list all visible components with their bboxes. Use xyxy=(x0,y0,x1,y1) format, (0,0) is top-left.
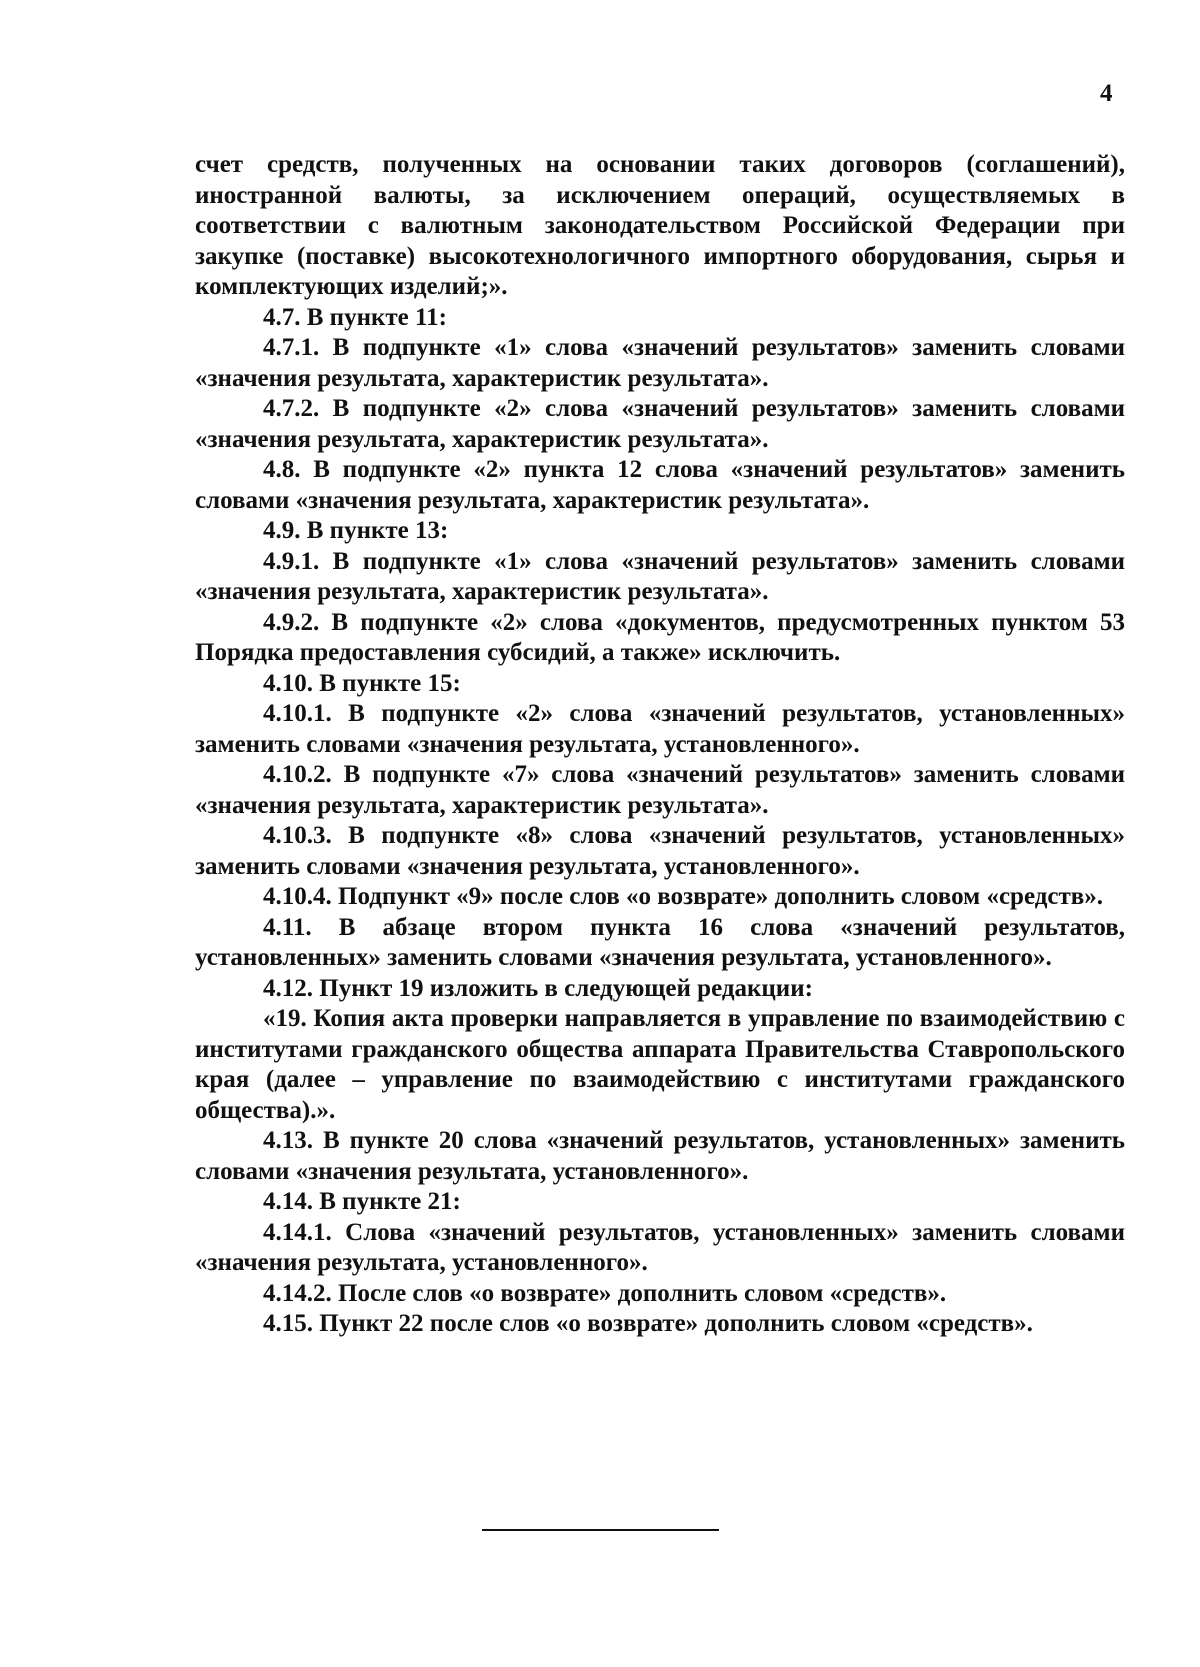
paragraph-4-14-2: 4.14.2. После слов «о возврате» дополнить словом «средств». xyxy=(263,1279,947,1307)
document-body xyxy=(195,150,1125,1340)
paragraph-4-10-2: 4.10.2. В подпункте «7» слова «значений результатов» заменить словами «значения результата, характеристик результата». xyxy=(195,761,1125,819)
paragraph-4-9: 4.9. В пункте 13: xyxy=(263,517,449,544)
paragraph-4-7-1: 4.7.1. В подпункте «1» слова «значений результатов» заменить словами «значения результата, характеристик результата». xyxy=(195,334,1125,392)
paragraph-4-7: 4.7. В пункте 11: xyxy=(263,303,447,331)
paragraph-4-8: 4.8. В подпункте «2» пункта 12 слова «значений результатов» заменить словами «значения результата, характеристик результата». xyxy=(195,456,1125,514)
paragraph-4-10: 4.10. В пункте 15: xyxy=(263,669,461,697)
paragraph-4-15: 4.15. Пункт 22 после слов «о возврате» дополнить словом «средств». xyxy=(263,1310,1033,1337)
paragraph-4-9-2: 4.9.2. В подпункте «2» слова «документов, предусмотренных пунктом 53 Порядка предоставления субсидий, а также» исключить. xyxy=(195,608,1125,666)
paragraph-4-10-3: 4.10.3. В подпункте «8» слова «значений результатов, установленных» заменить словами «значения результата, установленного». xyxy=(195,822,1125,880)
paragraph-4-12: 4.12. Пункт 19 изложить в следующей редакции: xyxy=(263,974,813,1002)
page-number: 4 xyxy=(1100,80,1113,107)
paragraph-4-10-4: 4.10.4. Подпункт «9» после слов «о возврате» дополнить словом «средств». xyxy=(263,883,1103,910)
paragraph-4-14: 4.14. В пункте 21: xyxy=(263,1188,461,1215)
paragraph-continuation: счет средств, полученных на основании таких договоров (соглашений), иностранной валюты, за исключением операций, осуществляемых в соответствии с валютным законодательством Российской Федерации при закупке (поставке) высокотехнологичного импортного оборудования, сырья и комплектующих изделий;». xyxy=(195,151,1125,300)
paragraph-4-7-2: 4.7.2. В подпункте «2» слова «значений результатов» заменить словами «значения результата, характеристик результата». xyxy=(195,395,1125,453)
end-of-document-rule xyxy=(482,1529,719,1531)
paragraph-4-11: 4.11. В абзаце втором пункта 16 слова «значений результатов, установленных» заменить словами «значения результата, установленного». xyxy=(195,913,1125,971)
paragraph-4-14-1: 4.14.1. Слова «значений результатов, установленных» заменить словами «значения результата, установленного». xyxy=(195,1218,1125,1276)
paragraph-4-9-1: 4.9.1. В подпункте «1» слова «значений результатов» заменить словами «значения результата, характеристик результата». xyxy=(195,547,1125,605)
paragraph-clause-19-text: «19. Копия акта проверки направляется в управление по взаимодействию с институтами гражданского общества аппарата Правительства Ставропольского края (далее – управление по взаимодействию с институтами гражданского общества).». xyxy=(195,1005,1125,1124)
paragraph-4-13: 4.13. В пункте 20 слова «значений результатов, установленных» заменить словами «значения результата, установленного». xyxy=(195,1127,1125,1185)
paragraph-4-10-1: 4.10.1. В подпункте «2» слова «значений результатов, установленных» заменить словами «значения результата, установленного». xyxy=(195,700,1125,758)
